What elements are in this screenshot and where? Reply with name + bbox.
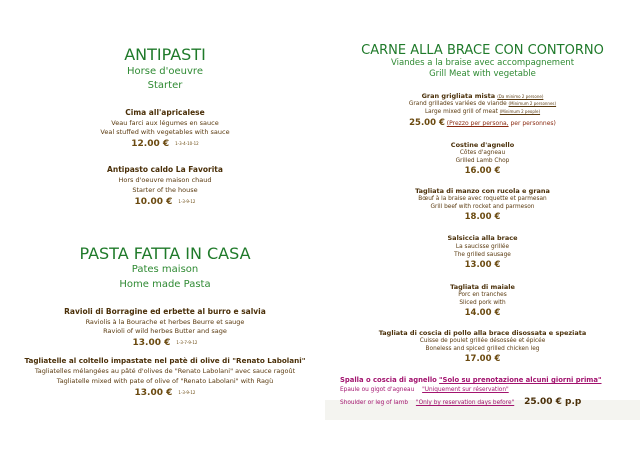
dish-name: Gran grigliata mista <box>421 92 496 100</box>
dish-price-row <box>0 197 330 207</box>
spalla-fr-row <box>340 387 509 393</box>
dish-desc-fr: Raviolis à la Bourache et herbes Beurre et sauge <box>85 318 245 326</box>
dish-desc-en: Sliced pork with <box>459 300 506 306</box>
dish-price-row <box>0 338 330 348</box>
dish-desc-fr: Bœuf à la braise avec roquette et parmesan <box>418 196 547 202</box>
dish-name: Tagliata di maiale <box>450 283 515 291</box>
dish-desc-en: Ravioli of wild herbes Butter and sage <box>103 327 227 335</box>
dish-desc-fr: Côtes d'agneau <box>459 150 506 156</box>
dish-price-row <box>0 388 330 398</box>
dish-desc-en: Grilled Lamb Chop <box>455 158 510 164</box>
dish-price: 12.00 € <box>131 139 170 149</box>
dish-name: Ravioli di Borragine ed erbette al burro e salvia <box>64 307 266 316</box>
dish-desc-fr: Hors d'oeuvre maison chaud <box>118 176 212 184</box>
dish-name: Costine d'agnello <box>450 141 515 149</box>
allergen-codes: 1-3-7-9-12 <box>176 340 198 345</box>
dish-name: Antipasto caldo La Favorita <box>107 165 223 174</box>
dish-desc-en: Large mixed grill of meat <box>424 109 498 115</box>
allergen-codes: 1-3-4-10-12 <box>175 141 199 146</box>
pasta-subtitle-en: Home made Pasta <box>119 279 211 290</box>
dish-name: Salsiccia alla brace <box>447 234 518 242</box>
carne-title: CARNE ALLA BRACE CON CONTORNO <box>361 43 604 58</box>
dish-name: Tagliata di coscia di pollo alla brace disossata e speziata <box>378 329 587 337</box>
dish-desc-en: The grilled sausage <box>454 252 511 258</box>
right-column <box>325 0 640 452</box>
spalla-name-en: Shoulder or leg of lamb <box>340 400 409 406</box>
antipasti-title: ANTIPASTI <box>124 45 206 64</box>
dish-desc-en-note: (Minimum 2 people) <box>499 109 541 114</box>
dish-desc-fr-note: (Minimum 2 personnes) <box>508 101 557 106</box>
dish-desc-fr: Cuisse de poulet grillée désossée et épicée <box>419 338 546 344</box>
dish-price: 25.00 € <box>409 118 445 128</box>
dish-price-row <box>0 139 330 149</box>
dish-price: 10.00 € <box>134 197 173 207</box>
dish-desc-fr: Tagliatelles mélangées au pâté d'olives de "Renato Labolani" avec sauce ragoût <box>34 367 296 375</box>
dish-price: 17.00 € <box>464 354 501 364</box>
spalla-name: Spalla o coscia di agnello <box>340 376 437 384</box>
dish-desc-fr: Veau farci aux légumes en sauce <box>111 119 219 127</box>
dish-desc-en: Tagliatelle mixed with pate of olive of "Renato Labolani" with Ragù <box>56 377 274 385</box>
dish-desc-en: Veal stuffed with vegetables with sauce <box>100 128 230 136</box>
price-note: (Prezzo per persona, <box>446 120 509 127</box>
dish-price: 13.00 € <box>134 388 173 398</box>
dish-price: 18.00 € <box>464 212 501 222</box>
dish-desc-en: Starter of the house <box>132 186 198 194</box>
dish-desc-en: Boneless and spiced grilled chicken leg <box>425 346 540 352</box>
dish-name: Tagliatelle al coltello impastate nel patè di olive di "Renato Labolani" <box>24 356 306 365</box>
allergen-codes: 1-3-9-12 <box>178 199 196 204</box>
dish-desc-fr: Porc en tranches <box>458 292 507 298</box>
grigliata-name-row <box>325 92 640 100</box>
grigliata-fr-row <box>325 101 640 107</box>
dish-price: 16.00 € <box>464 166 501 176</box>
spalla-note-en: "Only by reservation days before" <box>415 400 515 406</box>
allergen-codes: 1-3-9-12 <box>178 390 196 395</box>
antipasti-subtitle-fr: Horse d'oeuvre <box>127 66 203 77</box>
spalla-it-row <box>340 376 602 384</box>
dish-desc-fr: Grand grillades variées de viande <box>408 101 507 107</box>
grigliata-price-row <box>325 118 640 128</box>
pasta-subtitle-fr: Pates maison <box>131 264 199 275</box>
dish-price: 13.00 € <box>132 338 171 348</box>
dish-desc-en: Grill beef with rocket and parmeson <box>430 204 535 210</box>
pasta-title: PASTA FATTA IN CASA <box>79 244 251 263</box>
spalla-name-fr: Epaule ou gigot d'agneau <box>340 387 415 393</box>
spalla-en-row <box>340 397 581 407</box>
spalla-price: 25.00 € p.p <box>524 397 582 407</box>
grigliata-en-row <box>325 109 640 115</box>
price-note-tail: per personnes) <box>508 120 556 127</box>
dish-price: 14.00 € <box>464 308 501 318</box>
dish-price: 13.00 € <box>464 260 501 270</box>
dish-name-note: (Da minimo 2 persone) <box>497 94 544 99</box>
dish-name: Cima all'apricalese <box>125 108 205 117</box>
dish-desc-fr: La saucisse grillée <box>455 244 510 250</box>
carne-subtitle-en: Grill Meat with vegetable <box>429 69 536 79</box>
carne-subtitle-fr: Viandes a la braise avec accompagnement <box>390 58 575 68</box>
antipasti-subtitle-en: Starter <box>147 80 183 91</box>
spalla-note-fr: "Uniquement sur réservation" <box>422 387 509 393</box>
spalla-note: "Solo su prenotazione alcuni giorni prima" <box>439 376 602 384</box>
dish-name: Tagliata di manzo con rucola e grana <box>415 187 550 195</box>
